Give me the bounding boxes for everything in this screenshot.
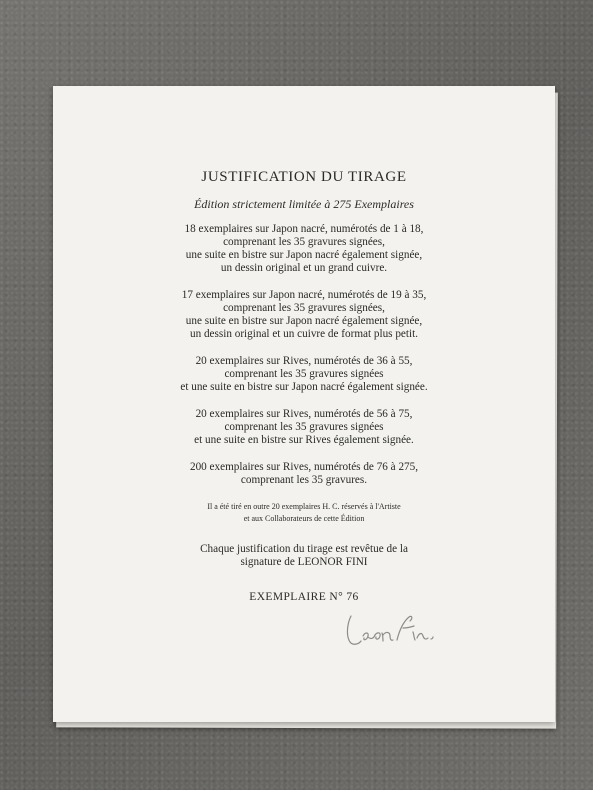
signature-note-line: signature de LEONOR FINI xyxy=(240,556,368,568)
block-line: 20 exemplaires sur Rives, numérotés de 36 à 55, xyxy=(195,355,413,367)
block-line: comprenant les 35 gravures. xyxy=(240,474,368,486)
block-line: une suite en bistre sur Japon nacré également signée, xyxy=(185,249,423,261)
block-line: comprenant les 35 gravures signées, xyxy=(223,236,385,248)
block-line: comprenant les 35 gravures signées, xyxy=(223,302,385,314)
block-line: un dessin original et un cuivre de format plus petit. xyxy=(189,328,419,340)
block-line: et une suite en bistre sur Rives également signée. xyxy=(194,434,414,446)
edition-number: EXEMPLAIRE N° 76 xyxy=(249,591,359,603)
hc-note xyxy=(53,501,555,524)
justification-text xyxy=(53,169,555,603)
signature-note xyxy=(53,543,555,569)
edition-block-4 xyxy=(53,408,555,447)
block-line: une suite en bistre sur Japon nacré également signée, xyxy=(185,315,423,327)
document-subtitle: Édition strictement limitée à 275 Exemplaires xyxy=(194,197,414,211)
edition-block-2 xyxy=(53,289,555,341)
block-line: un dessin original et un grand cuivre. xyxy=(220,262,388,274)
handwritten-signature xyxy=(341,602,451,652)
block-line: et une suite en bistre sur Japon nacré également signée. xyxy=(180,381,428,393)
note-line: et aux Collaborateurs de cette Édition xyxy=(243,513,365,523)
paper-sheet xyxy=(53,86,555,722)
block-line: 200 exemplaires sur Rives, numérotés de 76 à 275, xyxy=(189,461,419,473)
document-title: JUSTIFICATION DU TIRAGE xyxy=(201,169,407,185)
block-line: 17 exemplaires sur Japon nacré, numérotés de 19 à 35, xyxy=(181,289,427,301)
block-line: 18 exemplaires sur Japon nacré, numérotés de 1 à 18, xyxy=(184,223,424,235)
block-line: comprenant les 35 gravures signées xyxy=(224,421,384,433)
edition-block-5 xyxy=(53,461,555,487)
edition-block-1 xyxy=(53,223,555,275)
signature-note-line: Chaque justification du tirage est revêtue de la xyxy=(200,543,408,555)
block-line: 20 exemplaires sur Rives, numérotés de 56 à 75, xyxy=(195,408,413,420)
edition-block-3 xyxy=(53,355,555,394)
note-line: Il a été tiré en outre 20 exemplaires H. C. réservés à l'Artiste xyxy=(207,502,401,511)
block-line: comprenant les 35 gravures signées xyxy=(224,368,384,380)
